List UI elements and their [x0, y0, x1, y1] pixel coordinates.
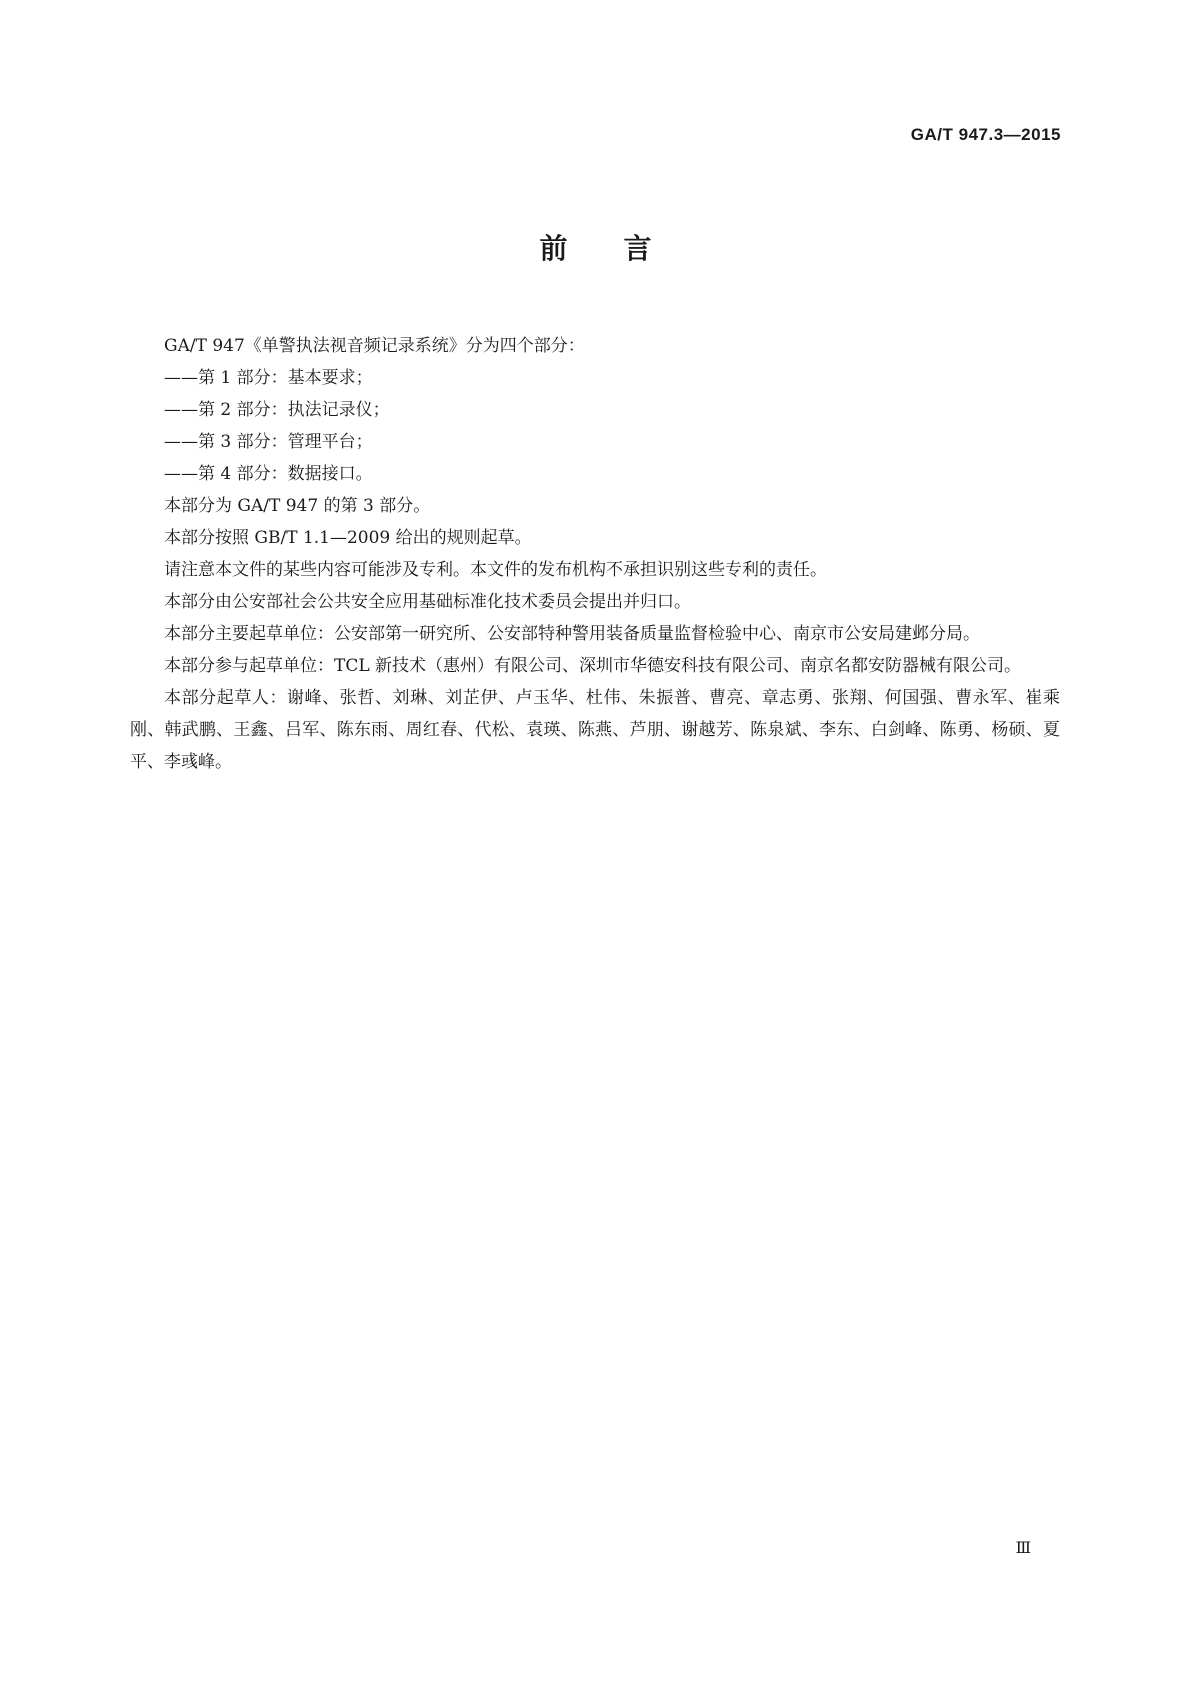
paragraph-authors: 本部分起草人：谢峰、张哲、刘琳、刘芷伊、卢玉华、杜伟、朱振普、曹亮、章志勇、张翔、何国强、曹永军、崔乘刚、韩武鹏、王鑫、吕军、陈东雨、周红春、代松、袁瑛、陈燕、芦朋、谢越芳、陈泉斌、李东、白剑峰、陈勇、杨硕、夏平、李彧峰。	[130, 688, 1060, 772]
page-title: 前言	[539, 232, 708, 265]
page-number: Ⅲ	[1015, 1538, 1031, 1557]
paragraph-proposer: 本部分由公安部社会公共安全应用基础标准化技术委员会提出并归口。	[164, 592, 691, 612]
paragraph-scope: 本部分为 GA/T 947 的第 3 部分。	[164, 496, 431, 516]
list-item-part-2: ——第 2 部分：执法记录仪；	[164, 400, 390, 420]
list-item-part-1: ——第 1 部分：基本要求；	[164, 368, 373, 388]
standard-code: GA/T 947.3—2015	[910, 125, 1061, 144]
paragraph-main-drafters: 本部分主要起草单位：公安部第一研究所、公安部特种警用装备质量监督检验中心、南京市公安局建邺分局。	[164, 624, 980, 644]
paragraph-intro: GA/T 947《单警执法视音频记录系统》分为四个部分：	[164, 336, 585, 356]
paragraph-participating-drafters: 本部分参与起草单位：TCL 新技术（惠州）有限公司、深圳市华德安科技有限公司、南京名都安防器械有限公司。	[164, 656, 1022, 676]
paragraph-patent-notice: 请注意本文件的某些内容可能涉及专利。本文件的发布机构不承担识别这些专利的责任。	[164, 560, 827, 580]
paragraph-drafting-rules: 本部分按照 GB/T 1.1—2009 给出的规则起草。	[164, 528, 532, 548]
list-item-part-3: ——第 3 部分：管理平台；	[164, 432, 373, 452]
list-item-part-4: ——第 4 部分：数据接口。	[164, 464, 373, 484]
foreword-body	[130, 330, 1060, 778]
